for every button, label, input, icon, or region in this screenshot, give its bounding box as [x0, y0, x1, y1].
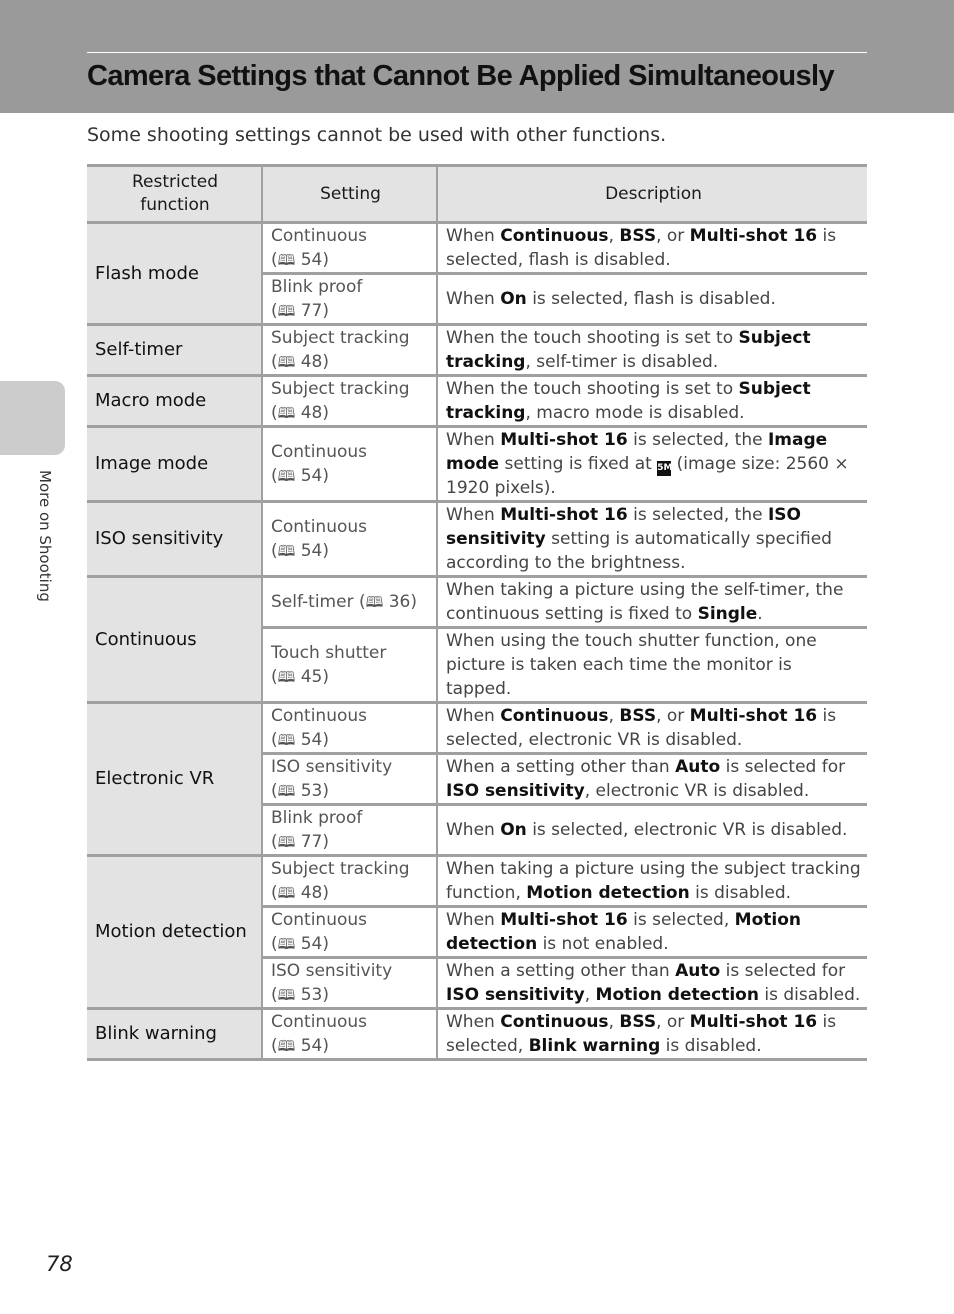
description-cell: When the touch shooting is set to Subject tracking, macro mode is disabled.	[437, 376, 867, 427]
setting-cell: Self-timer (🕮 36)	[262, 577, 437, 628]
setting-cell: Touch shutter (🕮 45)	[262, 628, 437, 703]
description-cell: When Continuous, BSS, or Multi-shot 16 is selected, electronic VR is disabled.	[437, 703, 867, 754]
description-cell: When Multi-shot 16 is selected, the Image mode setting is fixed at 5M (image size: 2560 × 1920 pixels).	[437, 427, 867, 502]
setting-cell: Subject tracking (🕮 48)	[262, 856, 437, 907]
book-icon: 🕮	[365, 593, 384, 611]
book-icon: 🕮	[277, 935, 296, 953]
header-restricted-function: Restricted function	[87, 166, 262, 223]
book-icon: 🕮	[277, 668, 296, 686]
book-icon: 🕮	[277, 833, 296, 851]
description-cell: When On is selected, flash is disabled.	[437, 274, 867, 325]
description-cell: When the touch shooting is set to Subject tracking, self-timer is disabled.	[437, 325, 867, 376]
function-electronic-vr: Electronic VR	[87, 703, 262, 856]
setting-cell: Blink proof (🕮 77)	[262, 274, 437, 325]
setting-cell: ISO sensitivity (🕮 53)	[262, 754, 437, 805]
setting-cell: Continuous (🕮 54)	[262, 703, 437, 754]
setting-cell: Blink proof (🕮 77)	[262, 805, 437, 856]
side-tab	[0, 381, 65, 455]
function-flash-mode: Flash mode	[87, 223, 262, 325]
description-cell: When Multi-shot 16 is selected, Motion detection is not enabled.	[437, 907, 867, 958]
function-self-timer: Self-timer	[87, 325, 262, 376]
setting-cell: Subject tracking (🕮 48)	[262, 325, 437, 376]
header-rule	[87, 52, 867, 53]
book-icon: 🕮	[277, 1037, 296, 1055]
header-setting: Setting	[262, 166, 437, 223]
table-row	[87, 427, 867, 502]
intro-text: Some shooting settings cannot be used with other functions.	[87, 124, 667, 146]
setting-cell: Continuous (🕮 54)	[262, 1009, 437, 1060]
setting-cell: Subject tracking (🕮 48)	[262, 376, 437, 427]
book-icon: 🕮	[277, 731, 296, 749]
book-icon: 🕮	[277, 542, 296, 560]
setting-cell: Continuous (🕮 54)	[262, 907, 437, 958]
image-size-5m-icon: 5M	[657, 461, 671, 476]
description-cell: When On is selected, electronic VR is disabled.	[437, 805, 867, 856]
side-label: More on Shooting	[36, 470, 54, 602]
page-title: Camera Settings that Cannot Be Applied Simultaneously	[87, 60, 835, 92]
header-description: Description	[437, 166, 867, 223]
description-cell: When using the touch shutter function, one picture is taken each time the monitor is tapped.	[437, 628, 867, 703]
table-row	[87, 577, 867, 628]
book-icon: 🕮	[277, 302, 296, 320]
description-cell: When a setting other than Auto is selected for ISO sensitivity, electronic VR is disabled.	[437, 754, 867, 805]
function-continuous: Continuous	[87, 577, 262, 703]
description-cell: When taking a picture using the subject tracking function, Motion detection is disabled.	[437, 856, 867, 907]
setting-cell: Continuous (🕮 54)	[262, 223, 437, 274]
table-row	[87, 223, 867, 274]
settings-table	[87, 164, 867, 1061]
function-macro-mode: Macro mode	[87, 376, 262, 427]
description-cell: When a setting other than Auto is selected for ISO sensitivity, Motion detection is disabled.	[437, 958, 867, 1009]
table-row	[87, 502, 867, 577]
book-icon: 🕮	[277, 782, 296, 800]
description-cell: When taking a picture using the self-timer, the continuous setting is fixed to Single.	[437, 577, 867, 628]
book-icon: 🕮	[277, 884, 296, 902]
book-icon: 🕮	[277, 467, 296, 485]
book-icon: 🕮	[277, 986, 296, 1004]
function-iso-sensitivity: ISO sensitivity	[87, 502, 262, 577]
setting-cell: Continuous (🕮 54)	[262, 427, 437, 502]
table-row	[87, 856, 867, 907]
description-cell: When Continuous, BSS, or Multi-shot 16 is selected, flash is disabled.	[437, 223, 867, 274]
table-row	[87, 376, 867, 427]
book-icon: 🕮	[277, 404, 296, 422]
page-number: 78	[46, 1252, 73, 1276]
page-ref: 54	[300, 250, 323, 270]
book-icon: 🕮	[277, 353, 296, 371]
table-row	[87, 1009, 867, 1060]
table-header-row	[87, 166, 867, 223]
function-blink-warning: Blink warning	[87, 1009, 262, 1060]
function-image-mode: Image mode	[87, 427, 262, 502]
setting-cell: Continuous (🕮 54)	[262, 502, 437, 577]
description-cell: When Multi-shot 16 is selected, the ISO sensitivity setting is automatically specified according to the brightness.	[437, 502, 867, 577]
table-row	[87, 703, 867, 754]
setting-name: Continuous	[271, 226, 368, 246]
chapter-header	[0, 0, 954, 113]
description-cell: When Continuous, BSS, or Multi-shot 16 is selected, Blink warning is disabled.	[437, 1009, 867, 1060]
setting-cell: ISO sensitivity (🕮 53)	[262, 958, 437, 1009]
function-motion-detection: Motion detection	[87, 856, 262, 1009]
table-row	[87, 325, 867, 376]
book-icon: 🕮	[277, 251, 296, 269]
